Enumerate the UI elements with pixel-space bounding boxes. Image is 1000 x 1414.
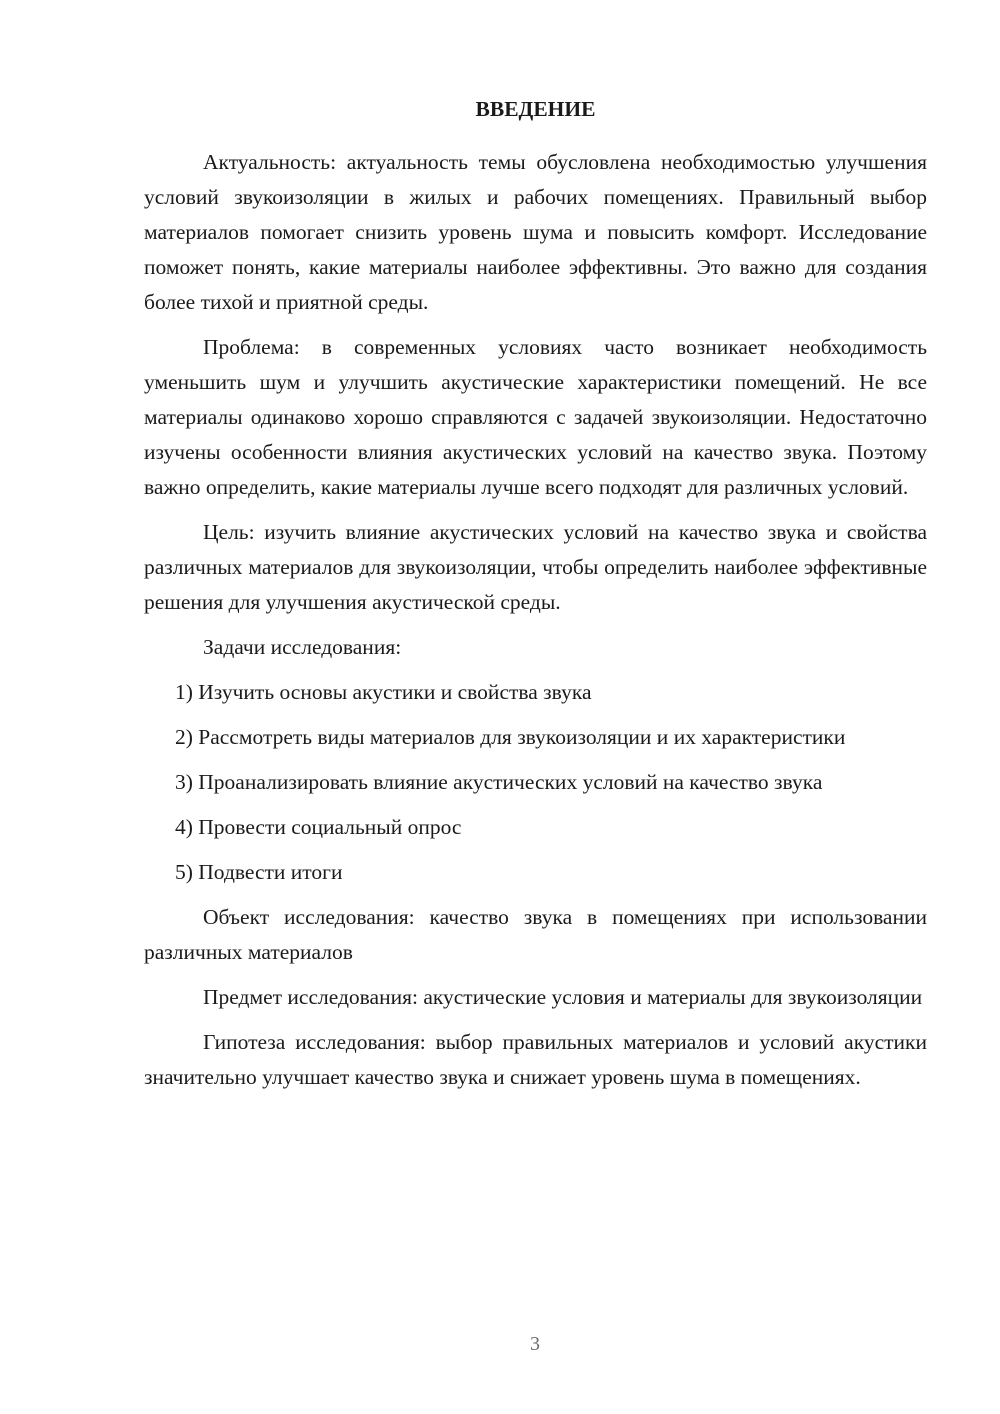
section-title: ВВЕДЕНИЕ: [475, 97, 596, 121]
task-item: 1) Изучить основы акустики и свойства звука: [175, 680, 592, 704]
goal-paragraph: Цель: изучить влияние акустических условий на качество звука и свойства различных материалов для звукоизоляции, чтобы определить наиболее эффективные решения для улучшения акустической среды.: [144, 520, 927, 614]
task-item: 4) Провести социальный опрос: [175, 815, 462, 839]
hypothesis-paragraph: Гипотеза исследования: выбор правильных материалов и условий акустики значительно улучшает качество звука и снижает уровень шума в помещениях.: [144, 1030, 927, 1089]
task-item: 2) Рассмотреть виды материалов для звукоизоляции и их характеристики: [175, 725, 846, 749]
tasks-heading: Задачи исследования:: [203, 635, 402, 659]
problem-paragraph: Проблема: в современных условиях часто возникает необходимость уменьшить шум и улучшить акустические характеристики помещений. Не все материалы одинаково хорошо справляются с задачей звукоизоляции. Недостаточно изучены особенности влияния акустических условий на качество звука. Поэтому важно определить, какие материалы лучше всего подходят для различных условий.: [144, 335, 927, 499]
page-body: [144, 92, 927, 1105]
page-number: 3: [530, 1333, 540, 1355]
relevance-paragraph: Актуальность: актуальность темы обусловлена необходимостью улучшения условий звукоизоляции в жилых и рабочих помещениях. Правильный выбор материалов помогает снизить уровень шума и повысить комфорт. Исследование поможет понять, какие материалы наиболее эффективны. Это важно для создания более тихой и приятной среды.: [144, 150, 927, 314]
subject-paragraph: Предмет исследования: акустические условия и материалы для звукоизоляции: [203, 985, 923, 1009]
task-item: 5) Подвести итоги: [175, 860, 343, 884]
object-paragraph: Объект исследования: качество звука в помещениях при использовании различных материалов: [144, 905, 927, 964]
task-item: 3) Проанализировать влияние акустических условий на качество звука: [175, 770, 823, 794]
